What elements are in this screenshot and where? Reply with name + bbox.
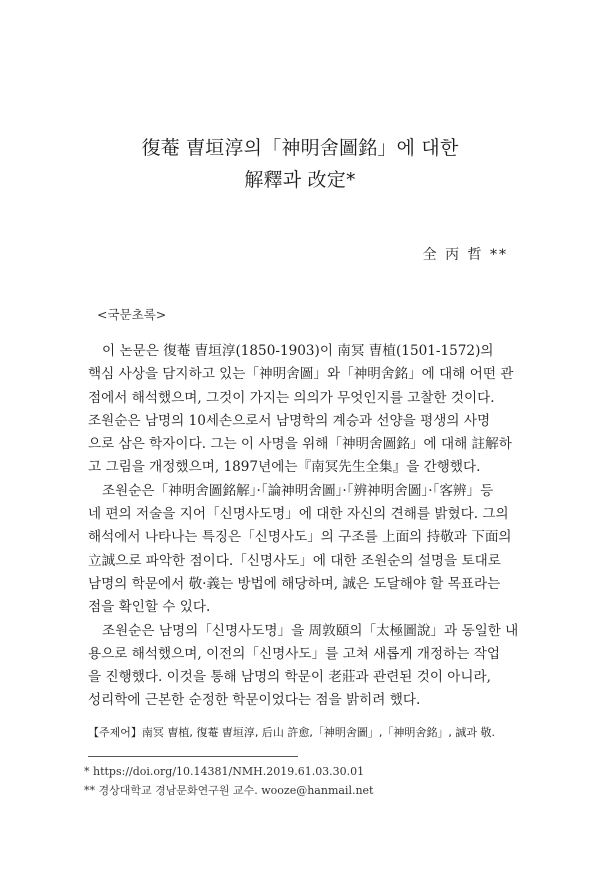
abstract-line: 조원순은 남명의 10세손으로서 남명학의 계승과 선양을 평생의 사명 [88,412,491,429]
abstract-line: 立誠으로 파악한 점이다.「신명사도」에 대한 조원순의 설명을 토대로 [88,552,501,569]
abstract-line: 으로 삼은 학자이다. 그는 이 사명을 위해「神明舍圖銘」에 대해 註解하 [88,436,512,453]
keywords-line: 【주제어】南冥 曺植, 復菴 曺垣淳, 后山 許愈,「神明舍圖」,「神明舍銘」, 誠과 敬. [88,726,495,739]
abstract-line: 해석에서 나타나는 특징은「신명사도」의 구조를 上面의 持敬과 下面의 [88,529,512,546]
abstract-paragraph-2 [88,480,512,620]
abstract-line: 조원순은 남명의「신명사도명」을 周敦頤의「太極圖說」과 동일한 내 [102,622,519,639]
abstract-line: 성리학에 근본한 순정한 학문이었다는 점을 밝히려 했다. [88,692,421,709]
abstract-line: 남명의 학문에서 敬·義는 방법에 해당하며, 誠은 도달해야 할 목표라는 [88,575,501,592]
abstract-line: 이 논문은 復菴 曺垣淳(1850-1903)이 南冥 曺植(1501-1572)의 [102,343,494,359]
abstract-line: 네 편의 저술을 지어「신명사도명」에 대한 자신의 견해를 밝혔다. 그의 [88,506,509,523]
author-name: 全 丙 哲 ** [422,247,508,263]
footnote-affiliation: ** 경상대학교 경남문화연구원 교수. wooze@hanmail.net [84,784,374,797]
abstract-line: 점을 확인할 수 있다. [88,599,211,616]
paper-title-line1: 復菴 曺垣淳의「神明舍圖銘」에 대한 [141,137,459,159]
abstract-line: 조원순은「神明舍圖銘解」·「論神明舍圖」·「辨神明舍圖」·「客辨」등 [102,482,494,499]
abstract-line: 점에서 해석했으며, 그것이 가지는 의의가 무엇인지를 고찰한 것이다. [88,389,495,406]
abstract-line: 핵심 사상을 담지하고 있는「神明舍圖」와「神明舍銘」에 대해 어떤 관 [88,366,514,383]
footnote-divider [88,756,298,757]
abstract-body [88,340,519,713]
abstract-line: 고 그림을 개정했으며, 1897년에는『南冥先生全集』을 간행했다. [88,459,481,476]
abstract-paragraph-3 [88,620,519,713]
abstract-label: <국문초록> [97,307,167,322]
abstract-paragraph-1 [88,340,512,480]
footnote-doi: * https://doi.org/10.14381/NMH.2019.61.03.30.01 [84,765,365,778]
abstract-line: 용으로 해석했으며, 이전의「신명사도」를 고쳐 새롭게 개정하는 작업 [88,645,500,662]
abstract-line: 을 진행했다. 이것을 통해 남명의 학문이 老莊과 관련된 것이 아니라, [88,669,492,686]
paper-title-line2: 解釋과 改定* [244,169,356,191]
